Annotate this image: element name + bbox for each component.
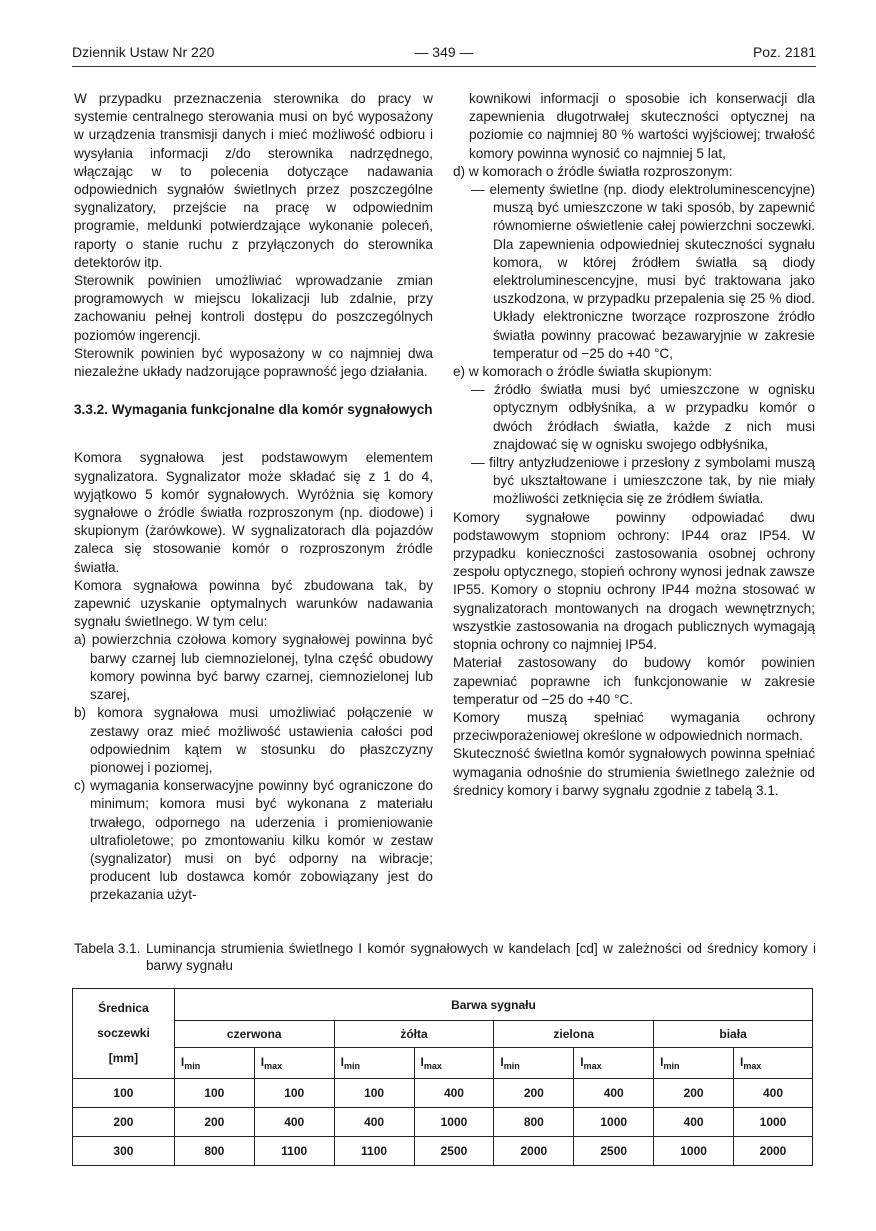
diameter-header: Średnica soczewki [mm] <box>73 989 175 1079</box>
table-row: 200 200 400 400 1000 800 1000 400 1000 <box>73 1108 813 1137</box>
color-yellow: żółta <box>334 1021 494 1048</box>
table-row: 300 800 1100 1100 2500 2000 2500 1000 2000 <box>73 1137 813 1166</box>
color-green: zielona <box>494 1021 654 1048</box>
list-item-e: e) w komorach o źródle światła skupionym: <box>453 364 713 380</box>
page-number: — 349 — <box>414 44 474 60</box>
imax-header: $I_{max}$ <box>734 1048 813 1079</box>
list-item-c-continued: kownikowi informacji o sposobie ich konserwacji dla zapewnienia długotrwałej skuteczności optycznej na poziomie co najmniej 80 % wartości wyjściowej; trwałość komory powinna wynosić co najmniej 5 lat, <box>469 91 815 161</box>
paragraph: Komora sygnałowa powinna być zbudowana tak, by zapewnić uzyskanie optymalnych warunków nadawania sygnału świetlnego. W tym celu: <box>74 577 433 630</box>
table-row: 100 100 100 100 400 200 400 200 400 <box>73 1079 813 1108</box>
imin-header: $I_{min}$ <box>174 1048 254 1079</box>
paragraph: Sterownik powinien umożliwiać wprowadzanie zmian programowych w miejscu lokalizacji lub zdalnie, przy zachowaniu pełnej kontroli dostępu do poszczególnych poziomów ingerencji. <box>74 273 433 343</box>
imin-header: $I_{min}$ <box>494 1048 574 1079</box>
list-item-a: a) powierzchnia czołowa komory sygnałowej powinna być barwy czarnej lub ciemnozielonej, tylna część obudowy komory powinna być barwy czarnej, ciemnozielonej lub szarej, <box>74 632 433 703</box>
list-item-c: c) wymagania konserwacyjne powinny być ograniczone do minimum; komora musi być wykonana z materiału trwałego, odpornego na uderzenia i promieniowanie ultrafioletowe; po zmontowaniu kilku komór w zestaw (sygnalizator) musi on być odporny na wibracje; producent lub dostawca komór zobowiązany jest do przekazania użyt- <box>74 778 433 903</box>
paragraph: Skuteczność świetlna komór sygnałowych powinna spełniać wymagania odnośnie do strumienia świetlnego zależnie od średnicy komory i barwy sygnału zgodnie z tabelą 3.1. <box>453 746 815 798</box>
header-rule <box>72 66 816 67</box>
imin-header: $I_{min}$ <box>334 1048 414 1079</box>
color-header: Barwa sygnału <box>174 989 812 1021</box>
right-column <box>453 90 815 800</box>
dash-item: — elementy świetlne (np. diody elektroluminescencyjne) muszą być umieszczone w taki sposób, by zapewnić równomierne oświetlenie całej powierzchni soczewki. Dla zapewnienia odpowiedniej skuteczności sygnału komora, w której źródłem światła są diody elektroluminescencyjne, musi być traktowana jako uszkodzona, w przypadku przepalenia się 25 % diod. Układy elektroniczne tworzące rozproszone źródło światła powinny pracować bezawaryjnie w zakresie temperatur od −25 do +40 °C, <box>471 182 815 361</box>
list-item-b: b) komora sygnałowa musi umożliwiać połączenie w zestawy oraz mieć możliwość ustawienia całości pod odpowiednim kątem w stosunku do płaszczyzny pionowej i poziomej, <box>74 705 433 775</box>
paragraph: Komora sygnałowa jest podstawowym elementem sygnalizatora. Sygnalizator może składać się z 1 do 4, wyjątkowo 5 komór sygnałowych. Wyróżnia się komory sygnałowe o źródle światła rozproszonym (np. diodowe) i skupionym (żarówkowe). W sygnalizatorach dla pojazdów zaleca się stosowanie komór o rozproszonym źródle światła. <box>74 450 433 575</box>
section-heading: 3.3.2. Wymagania funkcjonalne dla komór sygnałowych <box>74 402 433 418</box>
luminance-table <box>72 988 813 1166</box>
color-white: biała <box>654 1021 813 1048</box>
table-caption-number: Tabela 3.1. <box>74 941 141 956</box>
paragraph: W przypadku przeznaczenia sterownika do pracy w systemie centralnego sterowania musi on być wyposażony w urządzenia transmisji danych i mieć możliwość odbioru i wysyłania informacji z/do sterownika nadrzędnego, włączając w to polecenia dotyczące nadawania odpowiednich sygnałów świetlnych przez poszczególne sygnalizatory, przejście na pracę w odpowiednim programie, meldunki potwierdzające wykonanie poleceń, raporty o stanie ruchu z przyłączonych do sterownika detektorów itp. <box>74 91 433 270</box>
paragraph: Materiał zastosowany do budowy komór powinien zapewniać poprawne ich funkcjonowanie w zakresie temperatur od −25 do +40 °C. <box>453 655 815 707</box>
list-item-d: d) w komorach o źródle światła rozproszonym: <box>453 163 733 179</box>
paragraph: Komory muszą spełniać wymagania ochrony przeciwporażeniowej określone w odpowiednich normach. <box>453 709 815 744</box>
paragraph: Sterownik powinien być wyposażony w co najmniej dwa niezależne układy nadzorujące poprawność jego działania. <box>74 345 433 380</box>
dash-item: — filtry antyzłudzeniowe i przesłony z symbolami muszą być ukształtowane i umieszczone tak, by nie miały możliwości zetknięcia się ze źródłem światła. <box>471 455 815 507</box>
paragraph: Komory sygnałowe powinny odpowiadać dwu podstawowym stopniom ochrony: IP44 oraz IP54. W przypadku konieczności zastosowania osobnej ochrony zespołu optycznego, stopień ochrony wynosi jednak zawsze IP55. Komory o stopniu ochrony IP44 można stosować w sygnalizatorach montowanych na drogach wewnętrznych; wszystkie zastosowania na drogach publicznych wymagają stopnia ochrony co najmniej IP54. <box>453 509 815 653</box>
position-number: Poz. 2181 <box>752 44 816 60</box>
imax-header: $I_{max}$ <box>254 1048 334 1079</box>
color-red: czerwona <box>174 1021 334 1048</box>
left-column <box>74 90 433 905</box>
table-caption-text: Luminancja strumienia świetlnego I komór sygnałowych w kandelach [cd] w zależności od średnicy komory i barwy sygnału <box>146 941 816 973</box>
imin-header: $I_{min}$ <box>654 1048 734 1079</box>
imax-header: $I_{max}$ <box>414 1048 494 1079</box>
journal-title: Dziennik Ustaw Nr 220 <box>72 44 215 60</box>
table-caption <box>74 940 816 974</box>
imax-header: $I_{max}$ <box>574 1048 654 1079</box>
page-header <box>72 44 816 66</box>
minmax-row <box>73 1048 813 1079</box>
dash-item: — źródło światła musi być umieszczone w ognisku optycznym odbłyśnika, a w przypadku komór o dwóch źródłach światła, każde z nich musi znajdować się w ognisku swojego odbłyśnika, <box>471 382 815 452</box>
